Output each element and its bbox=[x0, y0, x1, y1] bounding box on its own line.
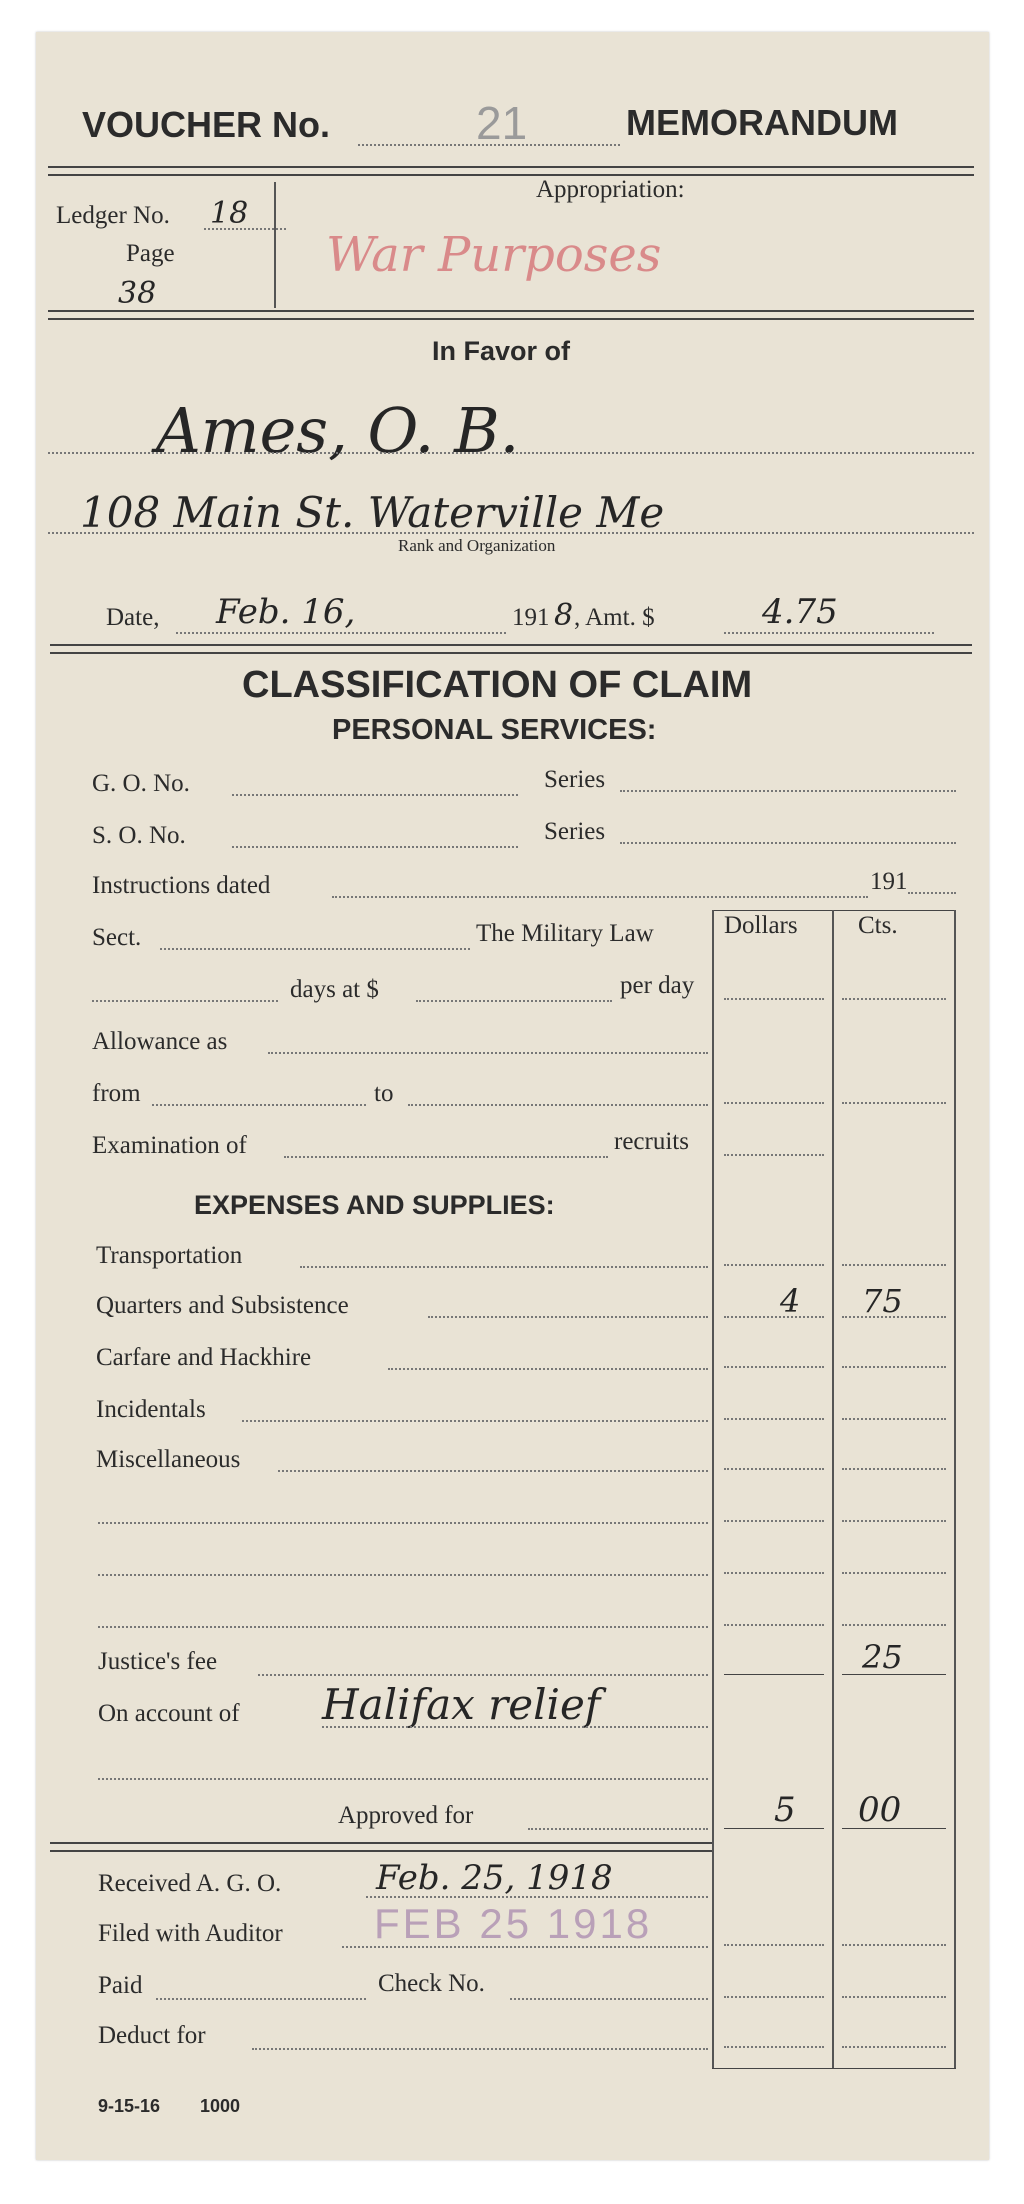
allowance-line bbox=[268, 1052, 708, 1054]
form-code: 9-15-16 bbox=[98, 2096, 161, 2116]
rule bbox=[50, 652, 972, 654]
cents-entry-line bbox=[842, 1520, 946, 1522]
page-label: Page bbox=[126, 240, 175, 267]
dollars-entry-line bbox=[724, 1418, 824, 1420]
in-favor-heading: In Favor of bbox=[432, 336, 571, 366]
rate-line bbox=[416, 1000, 612, 1002]
dollars-entry-line bbox=[724, 1264, 824, 1266]
dollars-column-left bbox=[712, 910, 714, 2068]
year-digit: 8 bbox=[554, 598, 574, 633]
rule bbox=[48, 318, 974, 320]
cents-column-left bbox=[832, 910, 834, 2068]
dollars-entry-line bbox=[724, 1624, 824, 1626]
cents-entry-line bbox=[842, 1572, 946, 1574]
deduct-label: Deduct for bbox=[98, 2022, 206, 2049]
blank-line bbox=[98, 1574, 708, 1576]
days-at-label: days at $ bbox=[290, 976, 379, 1003]
filed-label: Filed with Auditor bbox=[98, 1920, 283, 1947]
rank-label: Rank and Organization bbox=[398, 536, 556, 555]
account-label: On account of bbox=[98, 1700, 240, 1727]
date-label: Date, bbox=[106, 604, 160, 631]
miscellaneous-line bbox=[278, 1470, 708, 1472]
go-label: G. O. No. bbox=[92, 770, 190, 797]
quarters-label: Quarters and Subsistence bbox=[96, 1292, 349, 1319]
approved-line bbox=[528, 1828, 708, 1830]
amount-value: 4.75 bbox=[762, 592, 838, 632]
days-line bbox=[92, 1000, 278, 1002]
cents-entry-line bbox=[842, 1624, 946, 1626]
rule bbox=[48, 166, 974, 168]
form-count: 1000 bbox=[200, 2096, 241, 2116]
quarters-line bbox=[428, 1316, 708, 1318]
justice-fee-line bbox=[258, 1674, 708, 1676]
dollars-entry-line bbox=[724, 998, 824, 1000]
transportation-label: Transportation bbox=[96, 1242, 243, 1269]
dollars-entry-line bbox=[724, 1996, 824, 1998]
cents-entry-line bbox=[842, 1828, 946, 1829]
classification-title: CLASSIFICATION OF CLAIM bbox=[242, 664, 753, 706]
to-label: to bbox=[374, 1080, 394, 1107]
cents-entry-line bbox=[842, 1264, 946, 1266]
cents-column-right bbox=[954, 910, 956, 2068]
rule bbox=[48, 310, 974, 312]
account-line-2 bbox=[98, 1778, 708, 1780]
paid-label: Paid bbox=[98, 1972, 143, 1999]
cents-entry-line bbox=[842, 1366, 946, 1368]
rule bbox=[50, 1842, 712, 1844]
voucher-label: VOUCHER No. bbox=[82, 104, 331, 145]
received-stamp: FEB 25 1918 bbox=[374, 1900, 653, 1947]
cents-entry-line bbox=[842, 2046, 946, 2048]
rule bbox=[48, 174, 974, 176]
cents-entry-line bbox=[842, 998, 946, 1000]
check-line bbox=[510, 1998, 708, 2000]
date-value: Feb. 16, bbox=[216, 592, 356, 632]
from-label: from bbox=[92, 1080, 141, 1107]
carfare-line bbox=[388, 1368, 708, 1370]
money-column-bottom bbox=[712, 2068, 956, 2069]
per-day-label: per day bbox=[620, 972, 695, 999]
dollars-entry-line bbox=[724, 1572, 824, 1574]
dollars-entry-line bbox=[724, 1154, 824, 1156]
money-column-top bbox=[712, 910, 956, 911]
series1-label: Series bbox=[544, 766, 606, 793]
series1-line bbox=[620, 790, 956, 792]
quarters-dollars: 4 bbox=[780, 1282, 801, 1320]
justice-fee-label: Justice's fee bbox=[98, 1648, 218, 1675]
blank-line bbox=[98, 1626, 708, 1628]
account-value: Halifax relief bbox=[322, 1680, 601, 1729]
recruits-label: recruits bbox=[614, 1128, 689, 1155]
ledger-label: Ledger No. bbox=[56, 202, 170, 229]
blank-line bbox=[98, 1522, 708, 1524]
approved-dollars: 5 bbox=[774, 1790, 796, 1830]
cents-entry-line bbox=[842, 1102, 946, 1104]
dollars-entry-line bbox=[724, 1828, 824, 1829]
payee-name: Ames, O. B. bbox=[156, 394, 520, 467]
instructions-year-line bbox=[908, 892, 956, 894]
cents-header: Cts. bbox=[858, 912, 898, 939]
incidentals-line bbox=[242, 1420, 708, 1422]
approved-cents: 00 bbox=[858, 1790, 902, 1830]
to-line bbox=[408, 1104, 708, 1106]
ledger-value: 18 bbox=[210, 196, 249, 231]
series2-label: Series bbox=[544, 818, 606, 845]
transportation-line bbox=[300, 1266, 708, 1268]
so-label: S. O. No. bbox=[92, 822, 186, 849]
justice-fee-cents: 25 bbox=[862, 1638, 903, 1676]
so-line bbox=[232, 846, 518, 848]
received-label: Received A. G. O. bbox=[98, 1870, 282, 1897]
ledger-divider bbox=[274, 182, 276, 308]
dollars-entry-line bbox=[724, 1102, 824, 1104]
account-line bbox=[322, 1726, 708, 1728]
carfare-label: Carfare and Hackhire bbox=[96, 1344, 312, 1371]
expenses-heading: EXPENSES AND SUPPLIES: bbox=[194, 1190, 555, 1220]
cents-entry-line bbox=[842, 1418, 946, 1420]
miscellaneous-label: Miscellaneous bbox=[96, 1446, 241, 1473]
received-value: Feb. 25, 1918 bbox=[376, 1858, 613, 1898]
paid-line bbox=[156, 1998, 366, 2000]
allowance-label: Allowance as bbox=[92, 1028, 228, 1055]
date-line bbox=[176, 632, 506, 634]
dollars-entry-line bbox=[724, 1468, 824, 1470]
dollars-entry-line bbox=[724, 1944, 824, 1946]
page-value: 38 bbox=[118, 276, 157, 311]
from-line bbox=[152, 1104, 366, 1106]
rule bbox=[50, 644, 972, 646]
dollars-entry-line bbox=[724, 1520, 824, 1522]
approved-for-label: Approved for bbox=[338, 1802, 474, 1829]
year-prefix: 191 bbox=[512, 604, 550, 631]
sect-label: Sect. bbox=[92, 924, 142, 951]
voucher-form bbox=[36, 32, 989, 2160]
quarters-cents: 75 bbox=[862, 1282, 903, 1320]
amount-line bbox=[724, 632, 934, 634]
appropriation-value: War Purposes bbox=[326, 227, 662, 283]
cents-entry-line bbox=[842, 1468, 946, 1470]
deduct-line bbox=[252, 2048, 708, 2050]
go-line bbox=[232, 794, 518, 796]
payee-address: 108 Main St. Waterville Me bbox=[80, 488, 665, 537]
check-label: Check No. bbox=[378, 1970, 485, 1997]
personal-services-heading: PERSONAL SERVICES: bbox=[332, 714, 657, 746]
instructions-year: 191 bbox=[870, 868, 908, 895]
payee-line bbox=[48, 452, 974, 454]
cents-entry-line bbox=[842, 1944, 946, 1946]
dollars-entry-line bbox=[724, 1316, 824, 1318]
instructions-line bbox=[332, 896, 868, 898]
amt-label: , Amt. $ bbox=[574, 604, 655, 631]
received-line bbox=[366, 1896, 708, 1898]
memorandum-label: MEMORANDUM bbox=[626, 102, 898, 143]
dollars-entry-line bbox=[724, 1674, 824, 1675]
cents-entry-line bbox=[842, 1316, 946, 1318]
address-line bbox=[48, 532, 974, 534]
series2-line bbox=[620, 842, 956, 844]
incidentals-label: Incidentals bbox=[96, 1396, 206, 1423]
dollars-entry-line bbox=[724, 2046, 824, 2048]
rule bbox=[50, 1850, 712, 1852]
examination-label: Examination of bbox=[92, 1132, 247, 1159]
appropriation-label: Appropriation: bbox=[536, 176, 685, 203]
dollars-header: Dollars bbox=[724, 912, 798, 939]
dollars-entry-line bbox=[724, 1366, 824, 1368]
voucher-number: 21 bbox=[476, 97, 528, 149]
instructions-label: Instructions dated bbox=[92, 872, 271, 899]
military-law-label: The Military Law bbox=[476, 920, 654, 947]
cents-entry-line bbox=[842, 1996, 946, 1998]
sect-line bbox=[160, 948, 470, 950]
examination-line bbox=[284, 1156, 608, 1158]
